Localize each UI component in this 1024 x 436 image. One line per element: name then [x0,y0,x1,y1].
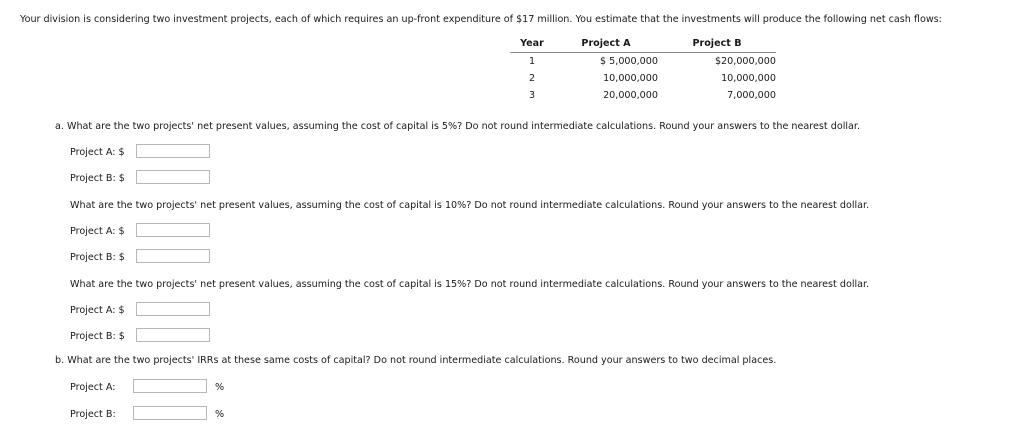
npv10-project-a-input[interactable] [136,223,210,237]
label-npv15-project-b: Project B: $ [70,331,125,342]
cell-project-a: $ 5,000,000 [600,56,658,67]
npv15-project-b-input[interactable] [136,328,210,342]
cell-year: 1 [528,56,536,67]
header-year: Year [510,37,554,53]
npv15-project-a-input[interactable] [136,302,210,316]
label-npv10-project-b: Project B: $ [70,252,125,263]
cell-project-b: 7,000,000 [727,90,776,101]
cell-project-b: $20,000,000 [714,56,776,67]
label-npv5-project-b: Project B: $ [70,173,125,184]
question-npv-15: What are the two projects' net present values, assuming the cost of capital is 15%? Do not round intermediate calculations. Round your answers to the nearest dollar. [70,279,870,290]
header-project-a: Project A [554,37,658,53]
percent-unit-b: % [215,409,225,420]
label-irr-project-a: Project A: [70,382,116,393]
npv5-project-b-input[interactable] [136,170,210,184]
npv10-project-b-input[interactable] [136,249,210,263]
label-npv15-project-a: Project A: $ [70,305,125,316]
cell-year: 3 [528,90,536,101]
cell-project-a: 10,000,000 [603,73,658,84]
question-npv-5: a. What are the two projects' net present values, assuming the cost of capital is 5%? Do not round intermediate calculations. Round your answers to the nearest dollar. [55,121,861,132]
cell-project-a: 20,000,000 [603,90,658,101]
table-row [510,53,776,71]
npv5-project-a-input[interactable] [136,144,210,158]
irr-project-b-input[interactable] [133,406,207,420]
question-npv-10: What are the two projects' net present values, assuming the cost of capital is 10%? Do not round intermediate calculations. Round your answers to the nearest dollar. [70,200,870,211]
label-irr-project-b: Project B: [70,409,116,420]
table-row [510,87,776,104]
question-irr: b. What are the two projects' IRRs at these same costs of capital? Do not round intermediate calculations. Round your answers to two decimal places. [55,355,777,366]
cell-year: 2 [528,73,536,84]
table-header-row [510,37,776,53]
label-npv10-project-a: Project A: $ [70,226,125,237]
header-project-b: Project B [658,37,776,53]
label-npv5-project-a: Project A: $ [70,147,125,158]
table-row [510,70,776,87]
percent-unit-a: % [215,382,225,393]
irr-project-a-input[interactable] [133,379,207,393]
intro-text: Your division is considering two investment projects, each of which requires an up-front expenditure of $17 million. You estimate that the investments will produce the following net cash flows: [20,14,942,25]
cash-flow-table [510,37,776,104]
cell-project-b: 10,000,000 [721,73,776,84]
